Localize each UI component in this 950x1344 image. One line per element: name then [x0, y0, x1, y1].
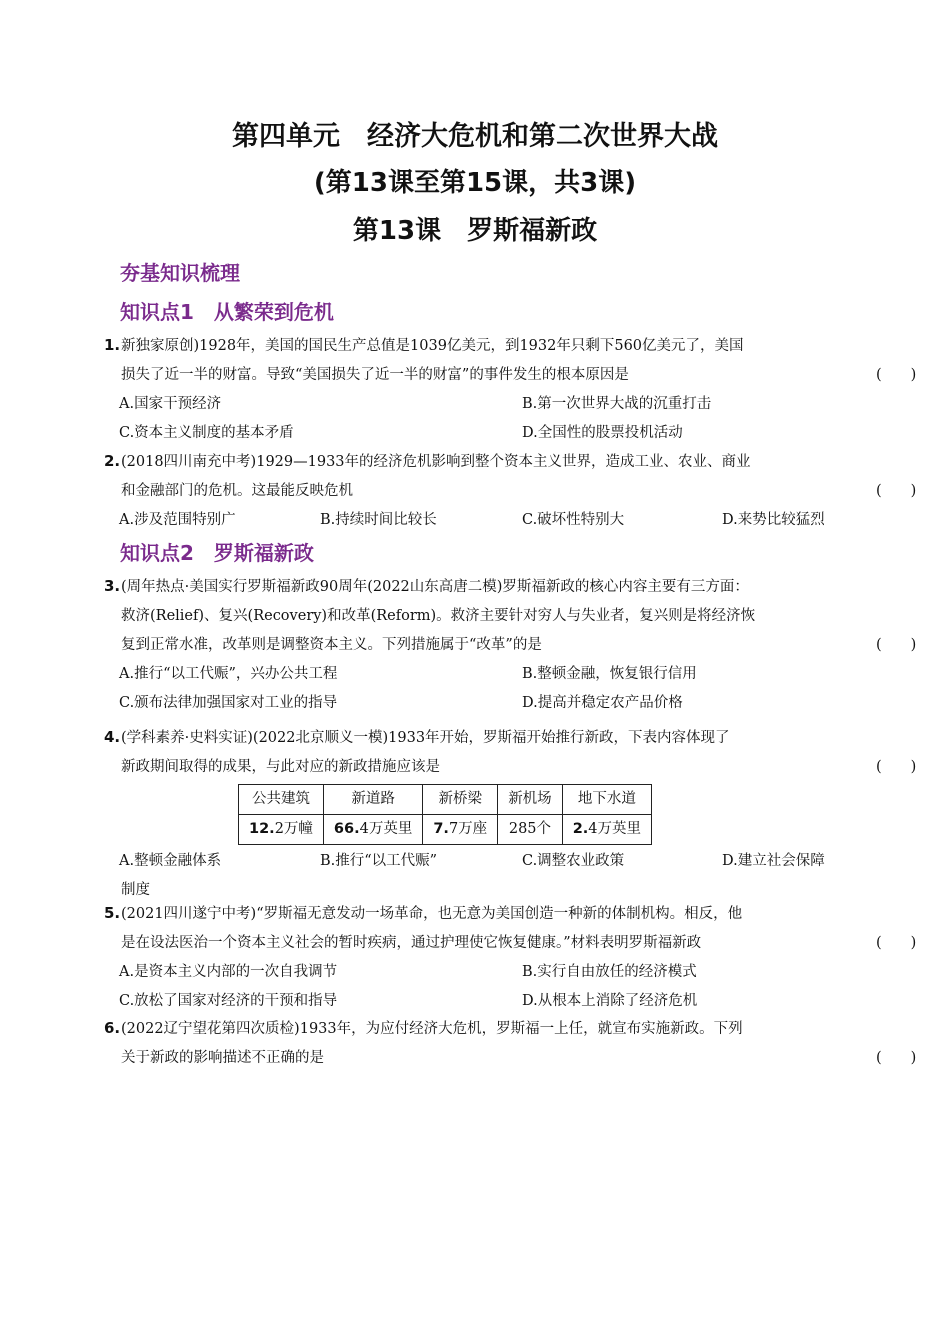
question-number: 1.: [104, 336, 121, 354]
question-3: [104, 572, 917, 718]
section-heading-kp1: 知识点1 从繁荣到危机: [120, 300, 334, 324]
answer-blank[interactable]: ( ): [876, 1050, 917, 1066]
question-text-line: (2022辽宁望花第四次质检)1933年，为应付经济大危机，罗斯福一上任，就宣布实施新政。下列: [121, 1021, 743, 1037]
question-text-line: 损失了近一半的财富。导致“美国损失了近一半的财富”的事件发生的根本原因是: [121, 367, 629, 383]
table-header-row: [239, 785, 652, 815]
answer-blank[interactable]: ( ): [876, 367, 917, 383]
question-number: 3.: [104, 577, 121, 595]
unit-title: 第四单元 经济大危机和第二次世界大战: [232, 121, 718, 152]
section-heading-kp2: 知识点2 罗斯福新政: [120, 541, 314, 565]
option-b[interactable]: B.持续时间比较长: [320, 512, 437, 528]
table-cell: 12.2万幢: [239, 815, 324, 845]
options-row: [104, 390, 864, 419]
options-row: [104, 958, 864, 987]
option-c[interactable]: C.颁布法律加强国家对工业的指导: [119, 695, 338, 711]
question-text-line: 新政期间取得的成果，与此对应的新政措施应该是: [121, 759, 440, 775]
question-text-line: 和金融部门的危机。这最能反映危机: [121, 483, 353, 499]
table-cell: 7.7万座: [423, 815, 498, 845]
option-c[interactable]: C.破坏性特别大: [522, 512, 625, 528]
answer-blank[interactable]: ( ): [876, 935, 917, 951]
table-header-cell: 新机场: [498, 785, 563, 815]
option-d[interactable]: D.建立社会保障: [722, 853, 825, 869]
table-header-cell: 地下水道: [562, 785, 651, 815]
question-text-line: 新独家原创)1928年，美国的国民生产总值是1039亿美元，到1932年只剩下560亿美元了，美国: [121, 338, 744, 354]
question-4: [104, 723, 917, 905]
option-b[interactable]: B.实行自由放任的经济模式: [522, 964, 697, 980]
question-number: 5.: [104, 904, 121, 922]
question-text-line: (2018四川南充中考)1929—1933年的经济危机影响到整个资本主义世界，造成工业、农业、商业: [121, 454, 751, 470]
options-row: [104, 987, 864, 1016]
lesson-title: 第13课 罗斯福新政: [352, 216, 598, 246]
option-c[interactable]: C.调整农业政策: [522, 853, 625, 869]
table-cell: 66.4万英里: [323, 815, 422, 845]
option-d[interactable]: D.全国性的股票投机活动: [522, 425, 683, 441]
option-a[interactable]: A.是资本主义内部的一次自我调节: [119, 964, 338, 980]
option-d[interactable]: D.从根本上消除了经济危机: [522, 993, 698, 1009]
options-row: [104, 847, 864, 876]
question-text-line: (2021四川遂宁中考)“罗斯福无意发动一场革命，也无意为美国创造一种新的体制机构。相反，他: [121, 906, 743, 922]
section-heading-base: 夯基知识梳理: [120, 261, 240, 285]
results-table: [238, 784, 652, 845]
table-header-cell: 新桥梁: [423, 785, 498, 815]
table-header-cell: 新道路: [323, 785, 422, 815]
question-1: [104, 331, 917, 448]
option-a[interactable]: A.整顿金融体系: [119, 853, 222, 869]
lesson-range: (第13课至第15课，共3课): [313, 168, 637, 198]
question-text-line: 关于新政的影响描述不正确的是: [121, 1050, 324, 1066]
table-header-cell: 公共建筑: [239, 785, 324, 815]
options-row: [104, 689, 864, 718]
option-d[interactable]: D.来势比较猛烈: [722, 512, 825, 528]
question-number: 6.: [104, 1019, 121, 1037]
question-text-line: 救济(Relief)、复兴(Recovery)和改革(Reform)。救济主要针对穷人与失业者，复兴则是将经济恢: [121, 608, 756, 624]
question-6: [104, 1014, 917, 1073]
table-cell: 285个: [498, 815, 563, 845]
question-text-line: (学科素养·史料实证)(2022北京顺义一模)1933年开始，罗斯福开始推行新政，下表内容体现了: [121, 730, 730, 746]
answer-blank[interactable]: ( ): [876, 483, 917, 499]
question-2: [104, 447, 917, 535]
option-b[interactable]: B.第一次世界大战的沉重打击: [522, 396, 712, 412]
question-number: 4.: [104, 728, 121, 746]
question-text-line: 是在设法医治一个资本主义社会的暂时疾病，通过护理使它恢复健康。”材料表明罗斯福新政: [121, 935, 702, 951]
option-b[interactable]: B.整顿金融，恢复银行信用: [522, 666, 697, 682]
options-row: [104, 419, 864, 448]
question-5: [104, 899, 917, 1016]
option-a[interactable]: A.国家干预经济: [119, 396, 222, 412]
option-d[interactable]: D.提高并稳定农产品价格: [522, 695, 683, 711]
option-d-continuation: 制度: [121, 882, 150, 898]
answer-blank[interactable]: ( ): [876, 637, 917, 653]
question-text-line: 复到正常水准，改革则是调整资本主义。下列措施属于“改革”的是: [121, 637, 542, 653]
option-a[interactable]: A.涉及范围特别广: [119, 512, 236, 528]
question-text-line: (周年热点·美国实行罗斯福新政90周年(2022山东高唐二模)罗斯福新政的核心内容主要有三方面：: [121, 579, 749, 595]
option-c[interactable]: C.放松了国家对经济的干预和指导: [119, 993, 338, 1009]
option-c[interactable]: C.资本主义制度的基本矛盾: [119, 425, 294, 441]
options-row: [104, 506, 864, 535]
option-a[interactable]: A.推行“以工代赈”，兴办公共工程: [119, 666, 338, 682]
table-cell: 2.4万英里: [562, 815, 651, 845]
answer-blank[interactable]: ( ): [876, 759, 917, 775]
options-row: [104, 660, 864, 689]
option-b[interactable]: B.推行“以工代赈”: [320, 853, 438, 869]
table-row: [239, 815, 652, 845]
question-number: 2.: [104, 452, 121, 470]
